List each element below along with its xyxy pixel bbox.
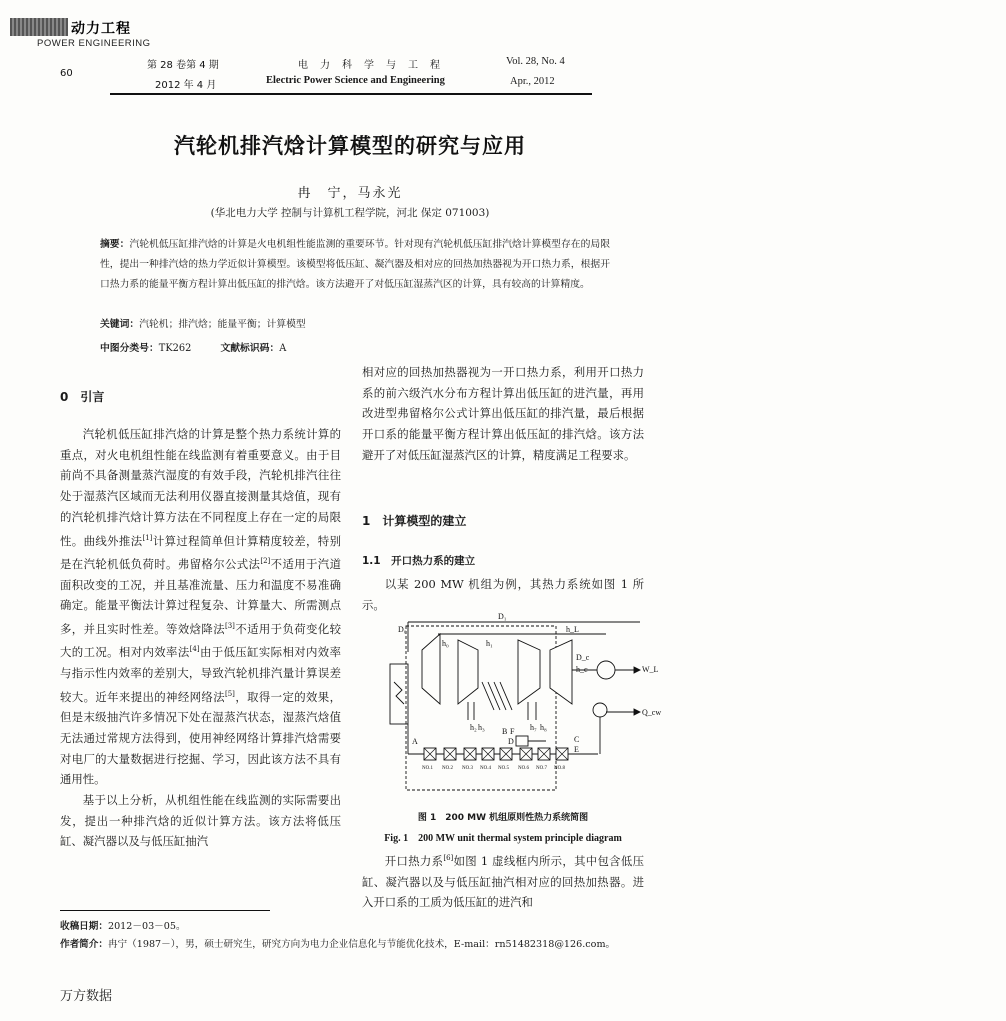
label-C: C: [574, 735, 580, 744]
heater-label: NO.5: [498, 766, 509, 771]
abstract-label: 摘要：: [100, 239, 130, 250]
doc-code-value: A: [279, 343, 287, 354]
classification: [100, 340, 286, 354]
heater-label: NO.3: [462, 766, 473, 771]
hp-turbine: [422, 634, 440, 704]
label-D1: D₁: [498, 612, 507, 621]
label-Qcw: Q_cw: [642, 708, 662, 717]
lp-turbine: [518, 640, 540, 704]
citation: [6]: [443, 854, 454, 862]
footnote-rule: [60, 910, 270, 911]
heater-labels: [422, 766, 565, 771]
journal-title-cn: 电 力 科 学 与 工 程: [298, 60, 441, 71]
heater-label: NO.2: [442, 766, 453, 771]
text-run: 计算过程简单但计算精度较差，特别是在汽轮机低负荷时。弗留格尔公式法: [60, 533, 341, 571]
condenser: [593, 703, 607, 717]
journal-logo-cn: 动力工程: [68, 18, 134, 38]
right-column-sys: [362, 574, 644, 615]
label-D: D: [508, 737, 514, 746]
article-affiliation: (华北电力大学 控制与计算机工程学院，河北 保定 071003): [210, 207, 490, 219]
heater-label: NO.6: [518, 766, 529, 771]
author-bio-label: 作者简介：: [60, 939, 108, 950]
boiler: [390, 664, 408, 724]
class-value: TK262: [158, 343, 192, 354]
text-run: 不适用于负荷变化较大的工况。相对内效率法: [60, 621, 341, 660]
label-h3: h₃: [478, 723, 485, 732]
right-column-open: [362, 848, 644, 913]
ip-turbine: [458, 640, 478, 704]
system-paragraph: 以某 200 MW 机组为例，其热力系统如图 1 所示。: [362, 577, 644, 612]
label-h2: h₂: [470, 723, 477, 732]
subsection-1-1-title: 1.1 开口热力系的建立: [362, 555, 476, 567]
heater-label: NO.4: [480, 766, 491, 771]
citation: [2]: [260, 557, 271, 566]
journal-title-en: Electric Power Science and Engineering: [266, 75, 445, 86]
generator: [597, 661, 615, 679]
thermal-system-diagram: [378, 612, 662, 800]
label-F: F: [510, 727, 515, 736]
volume-cn: 第 28 卷第 4 期: [147, 60, 219, 71]
keywords-label: 关键词：: [100, 319, 140, 330]
label-A: A: [412, 737, 418, 746]
article-authors: 冉 宁，马永光: [297, 186, 403, 201]
abstract-text: 汽轮机低压缸排汽焓的计算是火电机组性能监测的重要环节。针对现有汽轮机低压缸排汽焓计算模型存在的局限性，提出一种排汽焓的热力学近似计算模型。该模型将低压缸、凝汽器及相对应的回热加热器视为开口热力系，根据开口热力系的能量平衡方程计算出低压缸的排汽焓。该方法避开了对低压缸湿蒸汽区的计算，具有较高的计算精度。: [100, 239, 611, 291]
deaerator-box: [516, 736, 528, 746]
intro-paragraph-2-cont: 相对应的回热加热器视为一开口热力系，利用开口热力系的前六级汽水分布方程计算出低压缸的进汽量，再用改进型弗留格尔公式计算出低压缸的排汽量，最后根据开口系的能量平衡方程计算出低压缸的排汽焓。该方法避开了对低压缸湿蒸汽区的计算，精度满足工程要求。: [362, 365, 644, 462]
section-0-title: 0 引言: [60, 390, 105, 404]
date-cn: 2012 年 4 月: [155, 80, 217, 91]
received-value: 2012－03－05。: [107, 921, 186, 932]
class-label: 中图分类号：: [100, 343, 159, 354]
right-column-top: [362, 362, 644, 466]
abstract: [100, 235, 610, 296]
keywords: [100, 316, 306, 330]
figure-caption-cn: 图 1 200 MW 机组原则性热力系统简图: [417, 813, 589, 823]
heater-label: NO.7: [536, 766, 547, 771]
citation: [3]: [225, 621, 235, 630]
left-column: [60, 424, 341, 852]
label-Dc: D_c: [576, 653, 590, 662]
intro-paragraph-1: [60, 424, 341, 790]
header-rule: [110, 93, 592, 95]
label-h7: h₇: [530, 723, 537, 732]
section-1-title: 1 计算模型的建立: [362, 514, 467, 528]
citation: [1]: [142, 533, 153, 542]
text-run: ，取得一定的效果，但是末级抽汽许多情况下处在湿蒸汽状态，湿蒸汽焓值无法通过常规方法得到，使用神经网络计算排汽焓需要对电厂的大量数据进行挖掘、学习，因此该方法不具有通用性。: [60, 689, 341, 787]
label-WL: W_L: [642, 665, 659, 674]
volume-en: Vol. 28, No. 4: [506, 56, 565, 67]
keywords-text: 汽轮机；排汽焓；能量平衡；计算模型: [139, 319, 306, 330]
label-h8: h₈: [540, 723, 547, 732]
text-run: 汽轮机低压缸排汽焓的计算是整个热力系统计算的重点，对火电机组性能在线监测有着重要意义。由于目前尚不具备测量蒸汽湿度的有效手段，汽轮机排汽往往处于湿蒸汽区域而无法利用仪器直接测量其焓值，现有的汽轮机排汽焓计算方法在不同程度上存在一定的局限性。曲线外推法: [60, 427, 341, 548]
citation: [5]: [225, 689, 235, 698]
article-title: 汽轮机排汽焓计算模型的研究与应用: [174, 134, 526, 158]
received-label: 收稿日期：: [60, 921, 108, 932]
figure-caption-en: Fig. 1 200 MW unit thermal system principle diagram: [384, 833, 622, 844]
date-en: Apr., 2012: [510, 76, 555, 87]
page-number: 60: [60, 68, 73, 79]
label-hL: h_L: [566, 625, 579, 634]
text-run: 不适用于汽道面积改变的工况，并且基准流量、压力和温度不易准确确定。能量平衡法计算过程复杂、计算量大、所需测点多，并且实时性差。等效焓降法: [60, 556, 341, 636]
heater-label: NO.8: [554, 766, 565, 771]
wanfang-watermark: 万方数据: [60, 989, 113, 1004]
heater-label: NO.1: [422, 766, 433, 771]
author-bio-value: 冉宁（1987－），男，硕士研究生，研究方向为电力企业信息化与节能优化技术，E-mail：rn51482318@126.com。: [107, 939, 616, 950]
text-run: 由于低压缸实际相对内效率与指示性内效率的差别大，导致汽轮机排汽量计算误差较大。近年来提出的神经网络法: [60, 645, 341, 704]
label-B: B: [502, 727, 508, 736]
citation: [4]: [189, 645, 200, 654]
open-system-paragraph: [362, 848, 644, 913]
author-bio: [60, 936, 615, 950]
label-E: E: [574, 745, 579, 754]
received-date: [60, 918, 186, 932]
doc-code-label: 文献标识码：: [220, 343, 280, 354]
label-D0: D₀: [398, 625, 407, 634]
text-run: 开口热力系: [384, 853, 444, 868]
intro-paragraph-2: 基于以上分析，从机组性能在线监测的实际需要出发，提出一种排汽焓的近似计算方法。该方法将低压缸、凝汽器以及与低压缸抽汽: [60, 792, 341, 849]
journal-logo-en: POWER ENGINEERING: [37, 38, 151, 49]
lp-turbine-2: [550, 640, 572, 704]
text-run: 如图 1 虚线框内所示，其中包含低压缸、凝汽器以及与低压缸抽汽相对应的回热加热器。进入开口系的工质为低压缸的进汽和: [362, 853, 644, 910]
label-h1: h₁: [486, 639, 493, 648]
label-hc: h_c: [576, 665, 588, 674]
label-h0: h₀: [442, 639, 449, 648]
